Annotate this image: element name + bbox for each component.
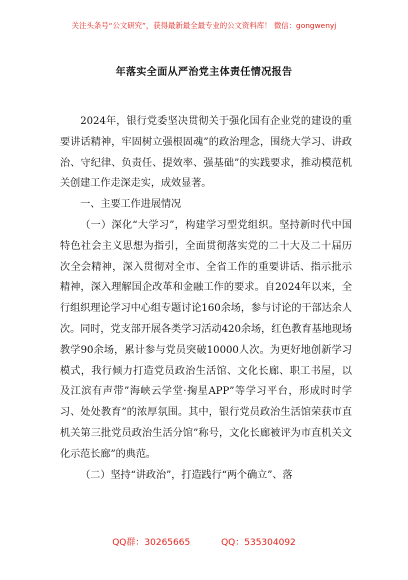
section-heading: 一、主要工作进展情况 (80, 199, 182, 211)
document-title: 年落实全面从严治党主体责任情况报告 (115, 67, 293, 78)
footer-qq-group: QQ群：30265665 (112, 538, 191, 548)
body-paragraph-1: （一）深化“大学习”，构建学习型党组织。坚持新时代中国特色社会主义思想为指引，全面贯彻落实党的二十大及二十届历次全会精神，深入贯彻对全市、全省工作的重要讲话、指示批示精神，深入理解国企改革和金融工作的要求。自2024年以来，全行组织理论学习中心组专题讨论160余场，参与讨论的干部达余人次。同时，党支部开展各类学习活动420余场，红色教育基地现场教学90余场，累计参与党员突破10000人次。为更好地创新学习模式，我行倾力打造党员政治生活馆、文化长廊、职工书屋，以及江滨有声带”海峡云学堂·掬星APP”等学习平台，形成时时学习、处处教育”的浓厚氛围。其中，银行党员政治生活馆荣获市直机关第三批党员政治生活分馆”称号，文化长廊被评为市直机关文化示范长廊”的典范。 (60, 219, 352, 460)
document-body (60, 112, 352, 486)
footer-qq: QQ：535304092 (221, 538, 296, 548)
body-paragraph-2: （二）坚持“讲政治”，打造践行“两个确立”、落 (80, 469, 293, 481)
footer-contact (0, 535, 408, 548)
header-note: 关注头条号“公文研究”，获得最新最全最专业的公文资料库！ 微信：gongwenyj (71, 21, 337, 30)
intro-paragraph: 2024年，银行党委坚决贯彻关于强化国有企业党的建设的重要讲话精神，牢固树立强根固魂”的政治理念，围绕大学习、讲政治、守纪律、负责任、提效率、强基础”的实践要求，推动模范机关创建工作走深走实，成效显著。 (60, 116, 352, 190)
